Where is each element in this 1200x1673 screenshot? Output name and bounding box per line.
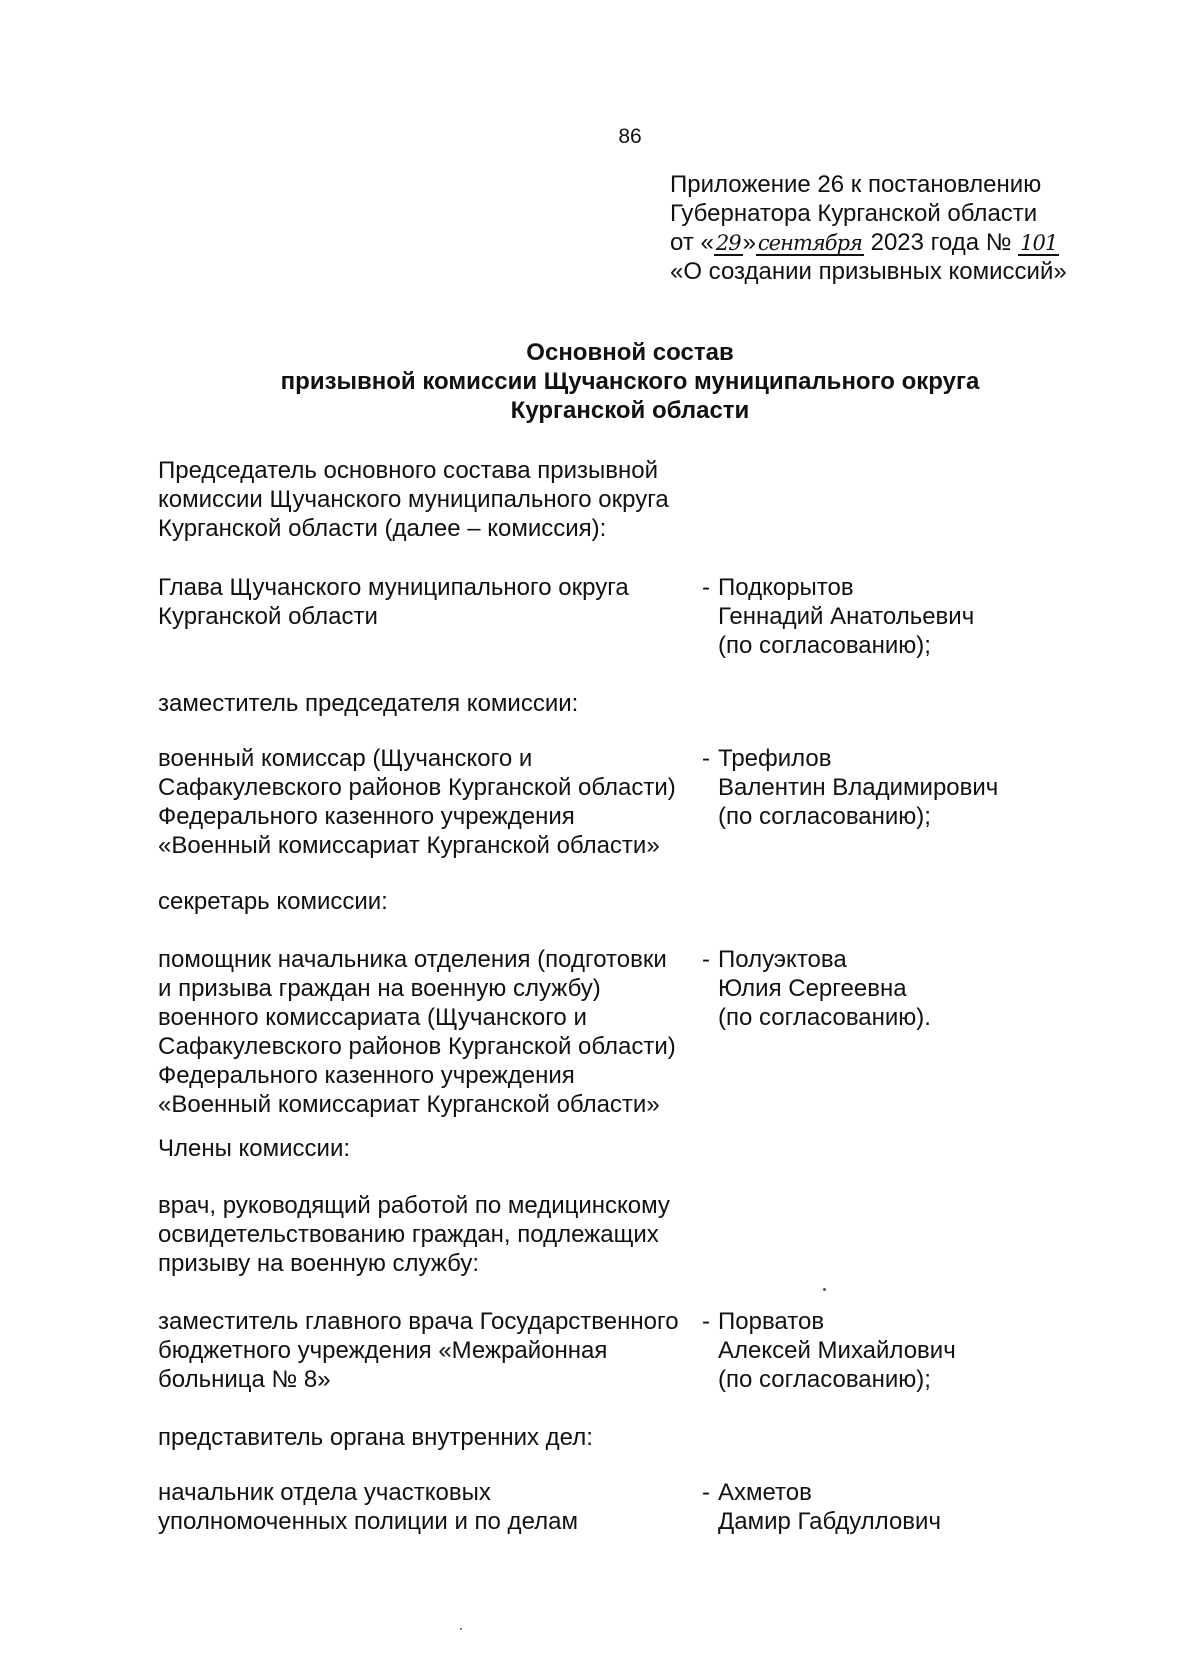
police-heading: представитель органа внутренних дел:: [158, 1424, 593, 1451]
deputy-person: [702, 744, 1118, 831]
dash: -: [702, 745, 710, 772]
secretary-surname: Полуэктова: [718, 946, 847, 973]
dash: -: [702, 946, 710, 973]
chair-position-line: Курганской области: [158, 603, 378, 630]
secretary-person: [702, 945, 1118, 1032]
chair-position-line: Глава Щучанского муниципального округа: [158, 574, 629, 601]
members-heading: Члены комиссии:: [158, 1135, 351, 1162]
deputy-surname: Трефилов: [718, 745, 832, 772]
chair-heading: [158, 456, 718, 543]
secretary-position-line: помощник начальника отделения (подготовки: [158, 946, 667, 973]
date-year: 2023 года №: [870, 229, 1012, 256]
chair-heading-line: комиссии Щучанского муниципального округа: [158, 486, 669, 513]
doctor-name: Алексей Михайлович: [718, 1337, 956, 1364]
title-line-1: Основной состав: [526, 339, 734, 366]
appendix-line-4: «О создании призывных комиссий»: [670, 258, 1067, 285]
chair-heading-line: Курганской области (далее – комиссия):: [158, 515, 607, 542]
title-line-2: призывной комиссии Щучанского муниципального округа: [280, 368, 980, 395]
deputy-position-line: Федерального казенного учреждения: [158, 803, 575, 830]
page-number: 86: [618, 125, 642, 148]
appendix-line-1: Приложение 26 к постановлению: [670, 171, 1042, 198]
deputy-position: [158, 744, 718, 860]
title-line-3: Курганской области: [510, 397, 750, 424]
secretary-position: [158, 945, 718, 1119]
doctor-heading-line: врач, руководящий работой по медицинскому: [158, 1192, 670, 1219]
police-position-line: начальник отдела участковых: [158, 1479, 491, 1506]
handwritten-month: сентября: [757, 231, 862, 255]
handwritten-number: 101: [1020, 231, 1058, 255]
deputy-position-line: «Военный комиссариат Курганской области»: [158, 832, 660, 859]
doctor-position-line: больница № 8»: [158, 1366, 331, 1393]
doctor-person: [702, 1307, 1118, 1394]
police-name: Дамир Габдуллович: [718, 1508, 941, 1535]
secretary-heading: секретарь комиссии:: [158, 888, 388, 915]
secretary-note: (по согласованию).: [718, 1004, 931, 1031]
doctor-position-line: заместитель главного врача Государственного: [158, 1308, 679, 1335]
secretary-position-line: Сафакулевского районов Курганской области): [158, 1033, 676, 1060]
deputy-heading: заместитель председателя комиссии:: [158, 690, 579, 717]
secretary-name: Юлия Сергеевна: [718, 975, 907, 1002]
chair-person: [702, 573, 1118, 660]
document-title: [0, 338, 1200, 425]
doctor-position: [158, 1307, 718, 1394]
chair-position: [158, 573, 718, 631]
date-mid: »: [742, 229, 756, 256]
deputy-position-line: военный комиссар (Щучанского и: [158, 745, 533, 772]
chair-heading-line: Председатель основного состава призывной: [158, 457, 659, 484]
doctor-heading-line: освидетельствованию граждан, подлежащих: [158, 1221, 659, 1248]
doctor-surname: Порватов: [718, 1308, 825, 1335]
chair-surname: Подкорытов: [718, 574, 854, 601]
scan-speck: [460, 1628, 462, 1630]
chair-name: Геннадий Анатольевич: [718, 603, 975, 630]
chair-note: (по согласованию);: [718, 632, 931, 659]
doctor-note: (по согласованию);: [718, 1366, 931, 1393]
secretary-position-line: «Военный комиссариат Курганской области»: [158, 1091, 660, 1118]
police-position: [158, 1478, 718, 1536]
date-prefix: от «: [670, 229, 714, 256]
secretary-position-line: Федерального казенного учреждения: [158, 1062, 575, 1089]
doctor-heading: [158, 1191, 718, 1278]
appendix-date-line: [670, 228, 1110, 257]
police-surname: Ахметов: [718, 1479, 812, 1506]
deputy-note: (по согласованию);: [718, 803, 931, 830]
police-position-line: уполномоченных полиции и по делам: [158, 1508, 578, 1535]
appendix-header: [670, 170, 1110, 286]
doctor-heading-line: призыву на военную службу:: [158, 1250, 479, 1277]
deputy-position-line: Сафакулевского районов Курганской области): [158, 774, 676, 801]
secretary-position-line: военного комиссариата (Щучанского и: [158, 1004, 587, 1031]
dash: -: [702, 574, 710, 601]
police-person: [702, 1478, 1118, 1536]
appendix-line-2: Губернатора Курганской области: [670, 200, 1038, 227]
dash: -: [702, 1308, 710, 1335]
deputy-name: Валентин Владимирович: [718, 774, 999, 801]
secretary-position-line: и призыва граждан на военную службу): [158, 975, 601, 1002]
handwritten-day: 29: [715, 231, 741, 255]
scan-speck: [823, 1288, 826, 1291]
dash: -: [702, 1479, 710, 1506]
doctor-position-line: бюджетного учреждения «Межрайонная: [158, 1337, 608, 1364]
